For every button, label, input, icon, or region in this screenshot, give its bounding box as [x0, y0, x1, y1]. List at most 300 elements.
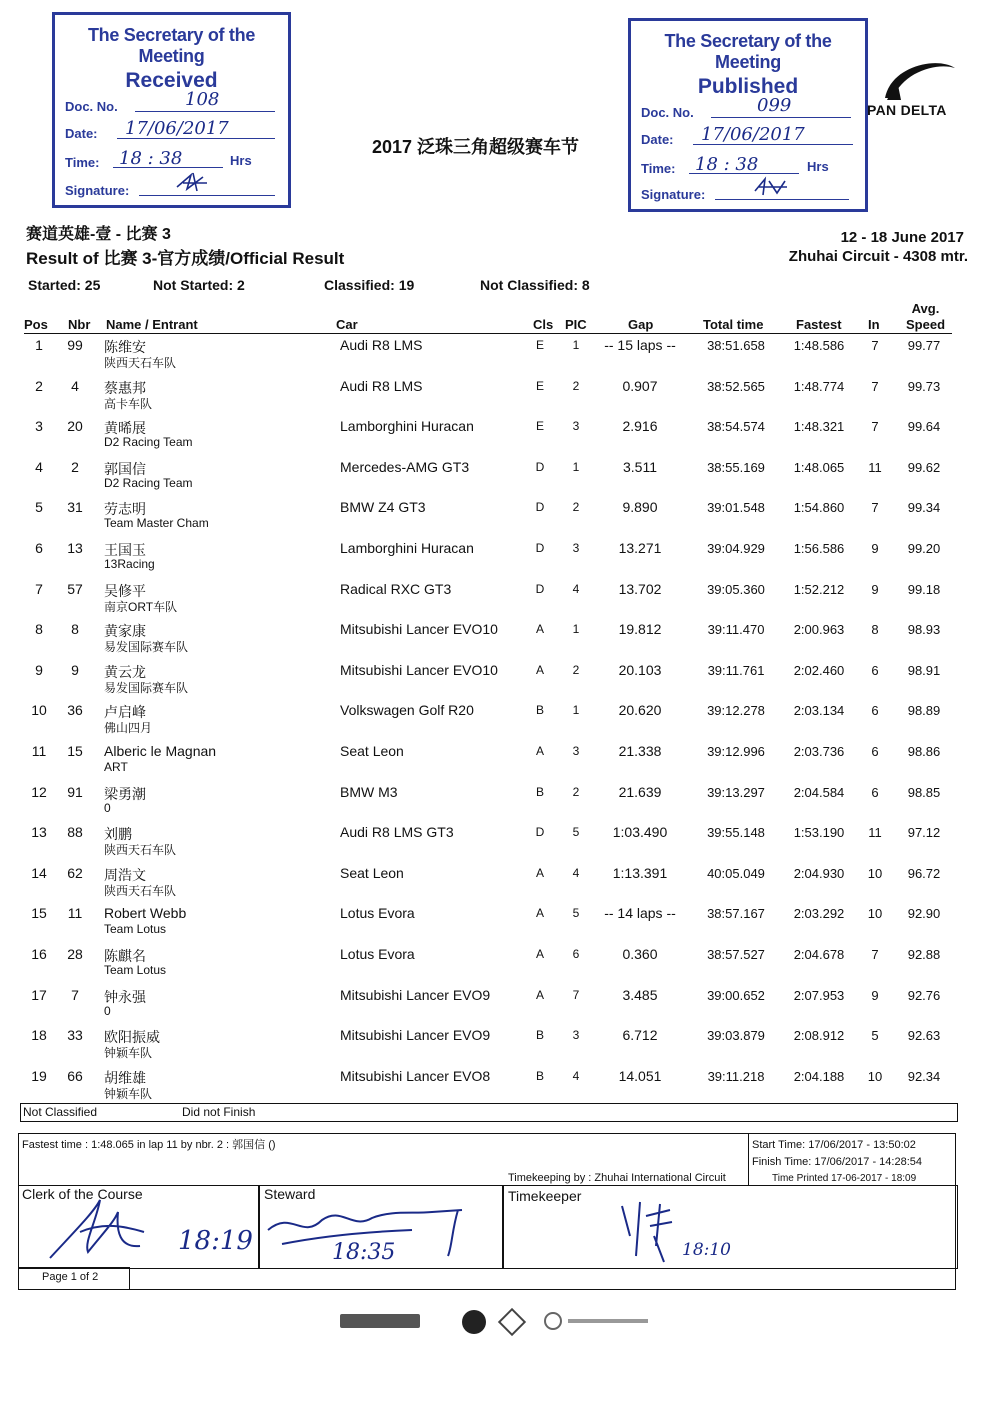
cell-nbr: 33	[67, 1027, 83, 1044]
timekeeper-signature	[610, 1196, 680, 1266]
table-row	[0, 987, 1000, 1027]
cell-in: 6	[871, 744, 879, 759]
cell-fastest: 1:52.212	[793, 581, 845, 597]
cell-pos: 2	[35, 377, 43, 394]
cell-pic: 5	[572, 825, 580, 840]
stamp-status: Published	[697, 75, 799, 98]
cell-name: Alberic le Magnan	[104, 743, 217, 759]
received-stamp	[52, 12, 291, 208]
cell-avg: 99.64	[907, 419, 941, 435]
cell-pic: 1	[572, 703, 580, 718]
cell-pos: 9	[35, 661, 43, 678]
cell-car: BMW Z4 GT3	[340, 499, 426, 516]
cell-cls: B	[535, 1068, 544, 1083]
cell-in: 7	[871, 500, 879, 516]
cell-cls: D	[535, 500, 545, 515]
cell-avg: 98.93	[907, 622, 941, 638]
clerk-time: 18:19	[178, 1226, 253, 1256]
cell-nbr: 8	[71, 621, 79, 638]
col-nbr: Nbr	[68, 317, 91, 332]
cell-team: 13Racing	[104, 557, 155, 571]
cell-avg: 99.77	[907, 338, 941, 353]
cell-cls: E	[535, 419, 544, 434]
cell-cls: E	[535, 338, 544, 352]
cell-total: 39:13.297	[707, 784, 765, 800]
not-started-count: Not Started: 2	[153, 277, 245, 293]
cell-pos: 6	[35, 540, 43, 556]
start-time: Start Time: 17/06/2017 - 13:50:02	[752, 1139, 916, 1151]
cell-car: Lamborghini Huracan	[340, 540, 474, 556]
cell-avg: 99.34	[907, 500, 941, 516]
cell-gap: 9.890	[622, 499, 658, 516]
cell-gap: -- 14 laps --	[604, 905, 676, 922]
cell-avg: 92.90	[907, 906, 941, 922]
cell-pic: 4	[572, 1068, 580, 1083]
cell-nbr: 36	[67, 702, 83, 719]
cell-in: 6	[871, 784, 879, 800]
logo-text: PAN DELTA	[867, 102, 947, 118]
cell-avg: 98.85	[907, 784, 941, 800]
cell-gap: 0.360	[622, 946, 658, 962]
cell-fastest: 2:07.953	[793, 987, 845, 1003]
cell-pic: 3	[572, 744, 580, 758]
cell-car: Audi R8 LMS	[340, 377, 423, 394]
signature-line	[139, 195, 275, 196]
cell-gap: 6.712	[622, 1027, 658, 1044]
cell-gap: 13.702	[618, 580, 662, 597]
cell-nbr: 88	[67, 824, 83, 841]
cell-team: D2 Racing Team	[104, 435, 193, 450]
cell-pos: 13	[31, 824, 47, 841]
not-classified-reason: Did not Finish	[182, 1105, 256, 1119]
cell-name: 王国玉	[104, 542, 146, 558]
cell-in: 10	[867, 1068, 883, 1084]
cell-nbr: 28	[67, 946, 83, 962]
cell-team: ART	[104, 760, 128, 774]
cell-name: 刘鹏	[104, 826, 132, 843]
cell-gap: 2.916	[622, 418, 658, 435]
cell-fastest: 2:03.736	[793, 744, 845, 759]
cell-fastest: 1:48.321	[793, 419, 845, 435]
table-row	[0, 702, 1000, 742]
date-value: 17/06/2017	[701, 124, 805, 145]
table-row	[0, 378, 1000, 418]
doc-number: 099	[757, 95, 792, 116]
cell-in: 9	[871, 581, 879, 597]
table-row	[0, 1068, 1000, 1108]
col-name: Name / Entrant	[106, 317, 198, 332]
cell-cls: A	[535, 947, 544, 961]
signature-line	[715, 199, 849, 200]
cell-car: Mercedes-AMG GT3	[340, 458, 470, 475]
cell-gap: 13.271	[618, 540, 662, 556]
cell-cls: A	[535, 622, 544, 637]
signature-label: Signature:	[641, 187, 706, 202]
cell-pos: 7	[35, 580, 43, 597]
cell-in: 11	[868, 459, 882, 475]
timekeeping-by: Timekeeping by : Zhuhai International Circuit	[508, 1172, 726, 1184]
cell-total: 39:00.652	[707, 987, 765, 1003]
cell-fastest: 1:53.190	[793, 825, 845, 841]
cell-pos: 10	[31, 702, 47, 719]
cell-in: 9	[871, 987, 879, 1003]
cell-pic: 2	[572, 662, 580, 677]
cell-total: 40:05.049	[707, 865, 765, 881]
stamp-title: The Secretary of the Meeting	[664, 31, 832, 72]
cell-cls: E	[535, 378, 544, 393]
cell-gap: 1:03.490	[612, 824, 668, 841]
table-row	[0, 459, 1000, 499]
cell-pic: 2	[572, 378, 580, 393]
cell-avg: 99.73	[907, 378, 941, 394]
cell-pos: 19	[31, 1067, 47, 1084]
cell-pic: 2	[572, 500, 580, 515]
clerk-signature	[44, 1192, 164, 1264]
cell-avg: 98.89	[907, 703, 941, 719]
cell-pos: 3	[35, 418, 43, 435]
cell-gap: -- 15 laps --	[604, 337, 676, 353]
cell-in: 7	[871, 419, 879, 435]
cell-name: Robert Webb	[104, 905, 187, 922]
table-row	[0, 743, 1000, 783]
table-row	[0, 418, 1000, 458]
cell-avg: 99.18	[907, 581, 941, 597]
cell-cls: A	[535, 744, 544, 758]
cell-fastest: 2:02.460	[793, 662, 845, 678]
nescafe-logo-icon	[460, 1310, 488, 1334]
table-row	[0, 337, 1000, 377]
time-unit: Hrs	[807, 159, 829, 174]
not-classified-label: Not Classified	[23, 1105, 98, 1119]
cell-nbr: 13	[67, 540, 83, 556]
cell-pos: 12	[31, 783, 47, 800]
col-in: In	[868, 317, 880, 332]
cell-in: 11	[868, 825, 882, 841]
cell-name: 卢启峰	[104, 704, 146, 721]
cell-cls: B	[535, 1028, 544, 1043]
col-total-time: Total time	[703, 317, 764, 332]
cell-pos: 11	[31, 743, 47, 759]
cell-nbr: 11	[67, 905, 83, 922]
cell-team: 易发国际赛车队	[104, 680, 189, 695]
cell-car: Mitsubishi Lancer EVO9	[340, 1027, 491, 1044]
cell-pos: 5	[35, 499, 43, 516]
time-value: 18 : 38	[695, 154, 759, 175]
cell-name: 周浩文	[104, 866, 146, 883]
cell-car: Lotus Evora	[340, 905, 415, 922]
time-label: Time:	[641, 161, 676, 176]
col-pos: Pos	[24, 317, 48, 332]
cell-in: 6	[871, 662, 879, 678]
cell-in: 7	[871, 947, 879, 962]
cell-total: 39:12.278	[707, 703, 765, 719]
cell-pos: 16	[31, 946, 47, 962]
col-car: Car	[336, 317, 358, 332]
cell-nbr: 66	[67, 1067, 83, 1084]
table-row	[0, 784, 1000, 824]
cell-team: 陕西天石车队	[104, 843, 177, 858]
cell-in: 8	[871, 622, 879, 638]
cell-in: 9	[871, 541, 879, 556]
not-classified-count: Not Classified: 8	[480, 277, 590, 293]
date-label: Date:	[641, 132, 674, 147]
cell-total: 39:11.470	[707, 622, 765, 638]
cell-pic: 3	[572, 541, 580, 555]
cell-total: 39:11.761	[707, 662, 765, 678]
cell-pos: 18	[31, 1027, 47, 1044]
clerk-label: Clerk of the Course	[22, 1186, 143, 1202]
cell-team: 陕西天石车队	[104, 356, 177, 370]
cell-cls: A	[535, 865, 544, 880]
cell-avg: 92.34	[907, 1068, 941, 1084]
steward-time: 18:35	[332, 1240, 396, 1265]
cell-cls: D	[535, 581, 545, 596]
cell-name: 郭国信	[104, 460, 146, 477]
cell-pic: 1	[572, 459, 580, 474]
cell-fastest: 2:04.678	[793, 947, 845, 962]
cell-pos: 15	[31, 905, 47, 922]
sponsor-seal-logo-icon	[540, 1310, 652, 1334]
result-title: Result of 比赛 3-官方成绩/Official Result	[26, 249, 345, 268]
cell-gap: 19.812	[618, 621, 662, 638]
cell-total: 38:55.169	[707, 459, 765, 475]
col-fastest: Fastest	[796, 317, 842, 332]
cell-pic: 4	[572, 581, 580, 596]
cell-total: 39:12.996	[707, 744, 765, 759]
cell-in: 5	[871, 1028, 879, 1044]
time-value: 18 : 38	[119, 148, 183, 169]
cell-total: 38:57.167	[707, 906, 765, 922]
cell-fastest: 2:04.930	[793, 865, 845, 881]
cell-fastest: 1:54.860	[793, 500, 845, 516]
cell-car: Audi R8 LMS	[340, 337, 423, 353]
cell-nbr: 7	[71, 986, 79, 1003]
cell-name: 蔡惠邦	[104, 379, 146, 396]
col-gap: Gap	[628, 317, 654, 332]
cell-team: 南京ORT车队	[104, 599, 178, 614]
doc-label: Doc. No.	[65, 99, 118, 114]
cell-team: 钟颖车队	[104, 1046, 153, 1061]
cell-team: Team Lotus	[104, 963, 167, 977]
col-avg-speed: Avg. Speed	[906, 301, 946, 332]
cell-team: 佛山四月	[104, 721, 153, 736]
cell-total: 38:51.658	[707, 338, 765, 353]
col-cls: Cls	[533, 317, 554, 332]
cell-avg: 98.91	[907, 662, 941, 678]
signature-scribble	[751, 175, 791, 199]
cell-car: BMW M3	[340, 783, 398, 800]
cell-name: 梁勇潮	[104, 785, 146, 802]
cell-total: 39:01.548	[707, 500, 765, 516]
cell-name: 胡维雄	[104, 1069, 146, 1086]
doc-label: Doc. No.	[641, 105, 694, 120]
cell-team: 0	[104, 1003, 111, 1018]
cell-total: 39:05.360	[707, 581, 765, 597]
cell-pic: 1	[572, 338, 580, 352]
timekeeper-label: Timekeeper	[508, 1188, 582, 1204]
cell-fastest: 2:03.134	[793, 703, 845, 719]
cell-fastest: 2:04.188	[793, 1068, 845, 1084]
cell-name: 劳志明	[104, 501, 146, 518]
classified-count: Classified: 19	[324, 277, 415, 293]
cell-car: Seat Leon	[340, 743, 404, 759]
cell-total: 39:04.929	[707, 541, 765, 556]
cell-pic: 3	[572, 419, 580, 434]
cell-total: 38:52.565	[707, 378, 765, 394]
cell-fastest: 1:48.065	[793, 459, 845, 475]
cell-name: 黄云龙	[104, 663, 146, 680]
cell-car: Seat Leon	[340, 864, 404, 881]
header-rule	[24, 333, 952, 334]
not-classified-bar	[20, 1103, 958, 1122]
date-label: Date:	[65, 126, 98, 141]
cell-pos: 17	[31, 986, 47, 1003]
cell-nbr: 99	[67, 337, 83, 353]
cell-total: 38:54.574	[707, 419, 765, 435]
cell-team: 陕西天石车队	[104, 883, 177, 898]
cell-avg: 99.20	[907, 541, 941, 556]
table-row	[0, 540, 1000, 580]
cell-fastest: 2:00.963	[793, 622, 845, 638]
cell-gap: 3.511	[623, 458, 657, 475]
cell-fastest: 1:48.774	[793, 378, 845, 394]
cell-nbr: 20	[67, 418, 83, 435]
cell-gap: 20.103	[618, 661, 662, 678]
cell-car: Lotus Evora	[340, 946, 415, 962]
cell-pos: 1	[35, 337, 43, 353]
cell-car: Mitsubishi Lancer EVO10	[340, 661, 498, 678]
cell-pic: 6	[572, 947, 580, 961]
cell-team: 0	[104, 800, 111, 815]
cell-car: Mitsubishi Lancer EVO8	[340, 1067, 491, 1084]
cell-avg: 92.76	[907, 987, 941, 1003]
cell-avg: 99.62	[907, 459, 941, 475]
cell-avg: 97.12	[907, 825, 941, 841]
event-name: 赛道英雄-壹 - 比赛 3	[26, 226, 171, 243]
table-row	[0, 499, 1000, 539]
cell-name: 黄家康	[104, 623, 146, 640]
doc-number: 108	[185, 89, 220, 110]
cell-total: 38:57.527	[707, 947, 765, 962]
cell-avg: 96.72	[907, 865, 941, 881]
cell-nbr: 91	[67, 783, 83, 800]
cell-car: Volkswagen Golf R20	[340, 702, 474, 719]
cell-pos: 4	[35, 458, 43, 475]
cell-pos: 8	[35, 621, 43, 638]
fastest-time-note: Fastest time : 1:48.065 in lap 11 by nbr. 2 : 郭国信 ()	[22, 1139, 276, 1151]
time-unit: Hrs	[230, 153, 252, 168]
cell-name: 欧阳振威	[104, 1029, 160, 1046]
date-value: 17/06/2017	[125, 118, 229, 139]
cell-cls: B	[535, 703, 544, 718]
cell-gap: 1:13.391	[612, 864, 668, 881]
time-printed: Time Printed 17-06-2017 - 18:09	[772, 1173, 917, 1184]
cell-car: Mitsubishi Lancer EVO10	[340, 621, 498, 638]
cell-team: 易发国际赛车队	[104, 640, 189, 655]
published-stamp	[628, 18, 868, 212]
cell-fastest: 2:08.912	[793, 1028, 845, 1044]
table-row	[0, 905, 1000, 945]
cell-nbr: 15	[67, 743, 83, 759]
cell-car: Radical RXC GT3	[340, 580, 452, 597]
cell-cls: D	[535, 541, 545, 555]
cell-gap: 0.907	[622, 377, 658, 394]
sponsor-logo-icon	[330, 1310, 422, 1334]
stamp-status: Received	[125, 69, 218, 92]
timekeeper-time: 18:10	[682, 1240, 731, 1260]
cell-nbr: 62	[67, 864, 83, 881]
cell-pic: 3	[572, 1028, 580, 1043]
table-row	[0, 581, 1000, 621]
cell-nbr: 4	[71, 377, 79, 394]
cell-name: 钟永强	[104, 988, 146, 1005]
cell-cls: A	[535, 662, 544, 677]
cell-cls: D	[535, 825, 545, 840]
cell-gap: 21.639	[618, 783, 662, 800]
cell-name: 陈麒名	[104, 948, 146, 964]
cell-car: Lamborghini Huracan	[340, 418, 474, 435]
stamp-title: The Secretary of the Meeting	[87, 25, 256, 66]
table-row	[0, 865, 1000, 905]
cell-team: D2 Racing Team	[104, 475, 193, 490]
cell-nbr: 57	[67, 580, 83, 597]
cell-fastest: 1:56.586	[793, 541, 845, 556]
document-title: 2017 泛珠三角超级赛车节	[372, 137, 580, 157]
cell-cls: B	[535, 784, 544, 799]
cell-pic: 7	[572, 987, 580, 1002]
circuit-info: Zhuhai Circuit - 4308 mtr.	[788, 248, 968, 265]
cell-team: 钟颖车队	[104, 1086, 153, 1101]
cell-cls: A	[535, 987, 544, 1002]
cell-team: 高卡车队	[104, 396, 153, 411]
finish-time: Finish Time: 17/06/2017 - 14:28:54	[752, 1156, 922, 1168]
cell-total: 39:11.218	[707, 1068, 765, 1084]
started-count: Started: 25	[28, 277, 101, 293]
cell-fastest: 2:04.584	[793, 784, 845, 800]
cell-in: 7	[871, 378, 879, 394]
cell-pic: 1	[572, 622, 580, 637]
cell-team: Team Master Cham	[104, 516, 209, 531]
event-dates: 12 - 18 June 2017	[840, 229, 964, 246]
cell-name: 吴修平	[104, 582, 146, 599]
cell-total: 39:03.879	[707, 1028, 765, 1044]
cell-total: 39:55.148	[707, 825, 765, 841]
table-row	[0, 662, 1000, 702]
cell-gap: 14.051	[618, 1067, 662, 1084]
cell-in: 10	[867, 865, 883, 881]
cell-in: 7	[871, 338, 879, 353]
cell-avg: 92.63	[907, 1028, 941, 1044]
cell-nbr: 2	[71, 458, 79, 475]
col-pic: PIC	[565, 317, 587, 332]
table-row	[0, 946, 1000, 986]
cell-name: 陈维安	[104, 339, 146, 355]
cell-gap: 3.485	[622, 986, 658, 1003]
cell-fastest: 1:48.586	[793, 338, 845, 353]
cell-nbr: 9	[71, 661, 79, 678]
cell-car: Mitsubishi Lancer EVO9	[340, 986, 491, 1003]
cell-in: 10	[867, 906, 883, 922]
cell-fastest: 2:03.292	[793, 906, 845, 922]
table-row	[0, 1027, 1000, 1067]
cell-gap: 21.338	[618, 743, 662, 759]
cell-pic: 2	[572, 784, 580, 799]
cell-avg: 92.88	[907, 947, 941, 962]
doc-line	[135, 111, 275, 112]
steward-label: Steward	[264, 1186, 316, 1202]
cell-cls: D	[535, 459, 545, 474]
cell-pos: 14	[31, 864, 47, 881]
